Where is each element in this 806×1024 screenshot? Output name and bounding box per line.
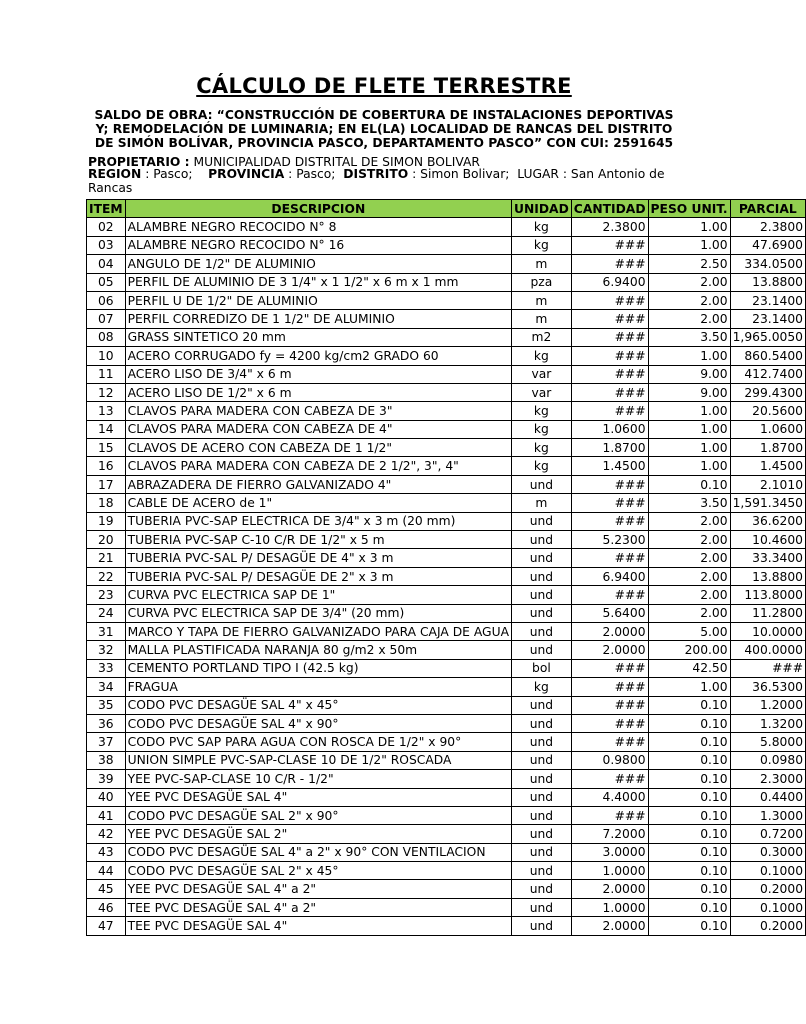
unit-weight-cell: 2.00 [648,586,730,604]
item-cell: 46 [87,898,126,916]
quantity-cell: ### [571,696,648,714]
description-cell: TUBERIA PVC-SAP ELECTRICA DE 3/4" x 3 m (20 mm) [125,512,511,530]
page-title: CÁLCULO DE FLETE TERRESTRE [196,74,572,98]
unit-weight-cell: 0.10 [648,862,730,880]
unit-weight-cell: 0.10 [648,714,730,732]
quantity-cell: 3.0000 [571,843,648,861]
partial-cell: 1,591.3450 [730,494,805,512]
table-row [87,549,806,567]
partial-cell: 1.3200 [730,714,805,732]
item-cell: 47 [87,917,126,935]
description-cell: CODO PVC DESAGÜE SAL 4" x 45° [125,696,511,714]
description-cell: YEE PVC DESAGÜE SAL 2" [125,825,511,843]
quantity-cell: 2.0000 [571,880,648,898]
table-row [87,641,806,659]
unit-weight-cell: 0.10 [648,898,730,916]
item-cell: 12 [87,383,126,401]
description-cell: ALAMBRE NEGRO RECOCIDO N° 8 [125,218,511,236]
quantity-cell: ### [571,365,648,383]
unit-cell: und [512,862,572,880]
quantity-cell: 6.9400 [571,567,648,585]
item-cell: 14 [87,420,126,438]
quantity-cell: ### [571,806,648,824]
description-cell: CODO PVC DESAGÜE SAL 2" x 45° [125,862,511,880]
description-cell: TEE PVC DESAGÜE SAL 4" [125,917,511,935]
unit-cell: und [512,898,572,916]
unit-weight-cell: 0.10 [648,825,730,843]
unit-weight-cell: 2.50 [648,255,730,273]
item-cell: 05 [87,273,126,291]
quantity-cell: 5.6400 [571,604,648,622]
table-row [87,383,806,401]
table-row [87,696,806,714]
quantity-cell: ### [571,659,648,677]
item-cell: 07 [87,310,126,328]
item-cell: 10 [87,347,126,365]
unit-weight-cell: 0.10 [648,806,730,824]
item-cell: 35 [87,696,126,714]
unit-cell: und [512,770,572,788]
item-cell: 34 [87,678,126,696]
table-row [87,475,806,493]
table-row [87,586,806,604]
item-cell: 37 [87,733,126,751]
partial-cell: 0.4400 [730,788,805,806]
district-value: : Simon Bolivar; [408,167,510,181]
partial-cell: 334.0500 [730,255,805,273]
table-row [87,898,806,916]
unit-cell: und [512,604,572,622]
quantity-cell: 2.0000 [571,622,648,640]
description-cell: TUBERIA PVC-SAP C-10 C/R DE 1/2" x 5 m [125,531,511,549]
unit-weight-cell: 1.00 [648,347,730,365]
partial-cell: 299.4300 [730,383,805,401]
description-cell: TEE PVC DESAGÜE SAL 4" a 2" [125,898,511,916]
description-cell: ANGULO DE 1/2" DE ALUMINIO [125,255,511,273]
unit-cell: bol [512,659,572,677]
partial-cell: ### [730,659,805,677]
col-header-description: DESCRIPCION [125,200,511,218]
partial-cell: 0.3000 [730,843,805,861]
table-row [87,457,806,475]
item-cell: 43 [87,843,126,861]
unit-weight-cell: 1.00 [648,402,730,420]
quantity-cell: ### [571,383,648,401]
description-cell: UNION SIMPLE PVC-SAP-CLASE 10 DE 1/2" ROSCADA [125,751,511,769]
unit-weight-cell: 2.00 [648,291,730,309]
unit-cell: und [512,806,572,824]
unit-cell: und [512,567,572,585]
quantity-cell: ### [571,733,648,751]
table-header-row [87,200,806,218]
table-row [87,291,806,309]
freight-table [86,199,806,936]
description-cell: CLAVOS PARA MADERA CON CABEZA DE 4" [125,420,511,438]
table-row [87,678,806,696]
description-cell: CODO PVC SAP PARA AGUA CON ROSCA DE 1/2" x 90° [125,733,511,751]
partial-cell: 0.2000 [730,917,805,935]
description-cell: PERFIL U DE 1/2" DE ALUMINIO [125,291,511,309]
item-cell: 08 [87,328,126,346]
unit-weight-cell: 0.10 [648,788,730,806]
table-row [87,531,806,549]
col-header-unit: UNIDAD [512,200,572,218]
unit-weight-cell: 0.10 [648,733,730,751]
quantity-cell: 1.8700 [571,439,648,457]
partial-cell: 412.7400 [730,365,805,383]
quantity-cell: 7.2000 [571,825,648,843]
item-cell: 36 [87,714,126,732]
item-cell: 41 [87,806,126,824]
partial-cell: 2.3800 [730,218,805,236]
quantity-cell: ### [571,512,648,530]
unit-weight-cell: 0.10 [648,696,730,714]
table-row [87,659,806,677]
col-header-unit-weight: PESO UNIT. [648,200,730,218]
table-row [87,862,806,880]
unit-weight-cell: 3.50 [648,494,730,512]
unit-cell: m [512,255,572,273]
item-cell: 32 [87,641,126,659]
unit-weight-cell: 0.10 [648,475,730,493]
description-cell: CODO PVC DESAGÜE SAL 4" x 90° [125,714,511,732]
partial-cell: 1,965.0050 [730,328,805,346]
project-subtitle: SALDO DE OBRA: “CONSTRUCCIÓN DE COBERTURA DE INSTALACIONES DEPORTIVAS Y; REMODELACIÓN DE LUMINARIA; EN EL(LA) LOCALIDAD DE RANCAS DEL DISTRITO DE SIMÓN BOLÍVAR, PROVINCIA PASCO, DEPARTAMENTO PASCO” CON CUI: 2591645 [94,108,674,150]
unit-cell: pza [512,273,572,291]
region-value: : Pasco; [141,167,193,181]
unit-weight-cell: 2.00 [648,604,730,622]
quantity-cell: ### [571,402,648,420]
province-value: : Pasco; [284,167,336,181]
item-cell: 20 [87,531,126,549]
description-cell: MALLA PLASTIFICADA NARANJA 80 g/m2 x 50m [125,641,511,659]
item-cell: 15 [87,439,126,457]
description-cell: CURVA PVC ELECTRICA SAP DE 3/4" (20 mm) [125,604,511,622]
unit-weight-cell: 0.10 [648,880,730,898]
unit-cell: und [512,641,572,659]
unit-cell: und [512,549,572,567]
description-cell: YEE PVC DESAGÜE SAL 4" [125,788,511,806]
item-cell: 18 [87,494,126,512]
item-cell: 02 [87,218,126,236]
unit-cell: kg [512,439,572,457]
owner-label: PROPIETARIO : [88,155,190,169]
quantity-cell: 5.2300 [571,531,648,549]
description-cell: ALAMBRE NEGRO RECOCIDO N° 16 [125,236,511,254]
description-cell: PERFIL CORREDIZO DE 1 1/2" DE ALUMINIO [125,310,511,328]
table-row [87,843,806,861]
partial-cell: 10.0000 [730,622,805,640]
quantity-cell: 2.0000 [571,641,648,659]
item-cell: 33 [87,659,126,677]
unit-weight-cell: 9.00 [648,365,730,383]
partial-cell: 400.0000 [730,641,805,659]
unit-weight-cell: 200.00 [648,641,730,659]
unit-weight-cell: 2.00 [648,531,730,549]
quantity-cell: ### [571,236,648,254]
unit-weight-cell: 2.00 [648,310,730,328]
partial-cell: 0.2000 [730,880,805,898]
partial-cell: 2.3000 [730,770,805,788]
description-cell: CLAVOS PARA MADERA CON CABEZA DE 2 1/2", 3", 4" [125,457,511,475]
description-cell: ACERO LISO DE 3/4" x 6 m [125,365,511,383]
table-row [87,751,806,769]
unit-weight-cell: 5.00 [648,622,730,640]
table-row [87,273,806,291]
partial-cell: 1.4500 [730,457,805,475]
unit-cell: kg [512,402,572,420]
item-cell: 03 [87,236,126,254]
unit-cell: und [512,531,572,549]
item-cell: 38 [87,751,126,769]
unit-weight-cell: 1.00 [648,218,730,236]
partial-cell: 1.0600 [730,420,805,438]
item-cell: 42 [87,825,126,843]
partial-cell: 1.2000 [730,696,805,714]
item-cell: 17 [87,475,126,493]
partial-cell: 20.5600 [730,402,805,420]
description-cell: MARCO Y TAPA DE FIERRO GALVANIZADO PARA CAJA DE AGUA [125,622,511,640]
unit-weight-cell: 2.00 [648,512,730,530]
col-header-quantity: CANTIDAD [571,200,648,218]
item-cell: 45 [87,880,126,898]
unit-cell: und [512,751,572,769]
table-row [87,880,806,898]
description-cell: CABLE DE ACERO de 1" [125,494,511,512]
table-row [87,622,806,640]
table-row [87,218,806,236]
quantity-cell: ### [571,328,648,346]
partial-cell: 13.8800 [730,273,805,291]
unit-cell: und [512,714,572,732]
table-row [87,439,806,457]
unit-cell: und [512,733,572,751]
description-cell: CURVA PVC ELECTRICA SAP DE 1" [125,586,511,604]
quantity-cell: ### [571,291,648,309]
description-cell: CODO PVC DESAGÜE SAL 2" x 90° [125,806,511,824]
partial-cell: 1.3000 [730,806,805,824]
unit-cell: und [512,880,572,898]
partial-cell: 23.1400 [730,291,805,309]
unit-weight-cell: 2.00 [648,273,730,291]
unit-cell: und [512,843,572,861]
item-cell: 44 [87,862,126,880]
partial-cell: 47.6900 [730,236,805,254]
partial-cell: 36.6200 [730,512,805,530]
owner-value: MUNICIPALIDAD DISTRITAL DE SIMON BOLIVAR [189,155,480,169]
table-row [87,917,806,935]
unit-cell: und [512,696,572,714]
district-label: DISTRITO [343,167,409,181]
unit-cell: kg [512,236,572,254]
table-body [87,218,806,935]
table-row [87,310,806,328]
place-value: LUGAR : San Antonio de Rancas [88,167,665,195]
unit-weight-cell: 9.00 [648,383,730,401]
description-cell: CEMENTO PORTLAND TIPO I (42.5 kg) [125,659,511,677]
table-row [87,788,806,806]
quantity-cell: 1.0000 [571,898,648,916]
unit-cell: kg [512,218,572,236]
col-header-partial: PARCIAL [730,200,805,218]
unit-cell: und [512,788,572,806]
description-cell: CODO PVC DESAGÜE SAL 4" a 2" x 90° CON VENTILACION [125,843,511,861]
table-row [87,604,806,622]
partial-cell: 0.1000 [730,898,805,916]
table-row [87,733,806,751]
partial-cell: 23.1400 [730,310,805,328]
item-cell: 23 [87,586,126,604]
col-header-item: ITEM [87,200,126,218]
quantity-cell: 1.4500 [571,457,648,475]
table-row [87,402,806,420]
description-cell: ACERO CORRUGADO fy = 4200 kg/cm2 GRADO 60 [125,347,511,365]
quantity-cell: 0.9800 [571,751,648,769]
unit-weight-cell: 0.10 [648,770,730,788]
unit-weight-cell: 0.10 [648,751,730,769]
description-cell: CLAVOS DE ACERO CON CABEZA DE 1 1/2" [125,439,511,457]
table-row [87,825,806,843]
unit-cell: kg [512,678,572,696]
item-cell: 16 [87,457,126,475]
partial-cell: 0.1000 [730,862,805,880]
province-label: PROVINCIA [208,167,285,181]
table-row [87,714,806,732]
unit-weight-cell: 1.00 [648,420,730,438]
table-row [87,365,806,383]
item-cell: 31 [87,622,126,640]
description-cell: YEE PVC DESAGÜE SAL 4" a 2" [125,880,511,898]
unit-cell: und [512,825,572,843]
table-row [87,512,806,530]
table-row [87,494,806,512]
partial-cell: 860.5400 [730,347,805,365]
partial-cell: 33.3400 [730,549,805,567]
unit-weight-cell: 1.00 [648,236,730,254]
location-line [88,168,688,195]
partial-cell: 36.5300 [730,678,805,696]
unit-weight-cell: 1.00 [648,439,730,457]
region-label: REGION [88,167,142,181]
partial-cell: 113.8000 [730,586,805,604]
description-cell: GRASS SINTETICO 20 mm [125,328,511,346]
unit-weight-cell: 1.00 [648,678,730,696]
table-row [87,236,806,254]
partial-cell: 10.4600 [730,531,805,549]
unit-cell: und [512,917,572,935]
unit-cell: und [512,586,572,604]
unit-cell: und [512,622,572,640]
unit-cell: var [512,365,572,383]
quantity-cell: ### [571,714,648,732]
quantity-cell: 2.0000 [571,917,648,935]
unit-cell: und [512,512,572,530]
description-cell: PERFIL DE ALUMINIO DE 3 1/4" x 1 1/2" x 6 m x 1 mm [125,273,511,291]
item-cell: 21 [87,549,126,567]
partial-cell: 5.8000 [730,733,805,751]
unit-cell: m [512,494,572,512]
unit-cell: var [512,383,572,401]
unit-weight-cell: 2.00 [648,567,730,585]
item-cell: 22 [87,567,126,585]
item-cell: 40 [87,788,126,806]
quantity-cell: ### [571,586,648,604]
partial-cell: 13.8800 [730,567,805,585]
table-row [87,806,806,824]
table-row [87,347,806,365]
unit-weight-cell: 0.10 [648,917,730,935]
unit-cell: kg [512,420,572,438]
partial-cell: 1.8700 [730,439,805,457]
unit-cell: m2 [512,328,572,346]
quantity-cell: 6.9400 [571,273,648,291]
quantity-cell: ### [571,678,648,696]
quantity-cell: 4.4000 [571,788,648,806]
partial-cell: 0.7200 [730,825,805,843]
unit-weight-cell: 3.50 [648,328,730,346]
description-cell: TUBERIA PVC-SAL P/ DESAGÜE DE 2" x 3 m [125,567,511,585]
unit-weight-cell: 0.10 [648,843,730,861]
quantity-cell: 1.0000 [571,862,648,880]
description-cell: TUBERIA PVC-SAL P/ DESAGÜE DE 4" x 3 m [125,549,511,567]
item-cell: 39 [87,770,126,788]
item-cell: 13 [87,402,126,420]
table-row [87,328,806,346]
quantity-cell: ### [571,347,648,365]
item-cell: 06 [87,291,126,309]
quantity-cell: 1.0600 [571,420,648,438]
quantity-cell: ### [571,310,648,328]
description-cell: ABRAZADERA DE FIERRO GALVANIZADO 4" [125,475,511,493]
unit-cell: kg [512,457,572,475]
unit-cell: und [512,475,572,493]
table-row [87,567,806,585]
description-cell: YEE PVC-SAP-CLASE 10 C/R - 1/2" [125,770,511,788]
unit-cell: m [512,310,572,328]
unit-weight-cell: 1.00 [648,457,730,475]
unit-cell: m [512,291,572,309]
quantity-cell: ### [571,494,648,512]
unit-cell: kg [512,347,572,365]
quantity-cell: 2.3800 [571,218,648,236]
table-row [87,420,806,438]
description-cell: ACERO LISO DE 1/2" x 6 m [125,383,511,401]
item-cell: 04 [87,255,126,273]
item-cell: 24 [87,604,126,622]
description-cell: CLAVOS PARA MADERA CON CABEZA DE 3" [125,402,511,420]
quantity-cell: ### [571,475,648,493]
quantity-cell: ### [571,549,648,567]
unit-weight-cell: 42.50 [648,659,730,677]
quantity-cell: ### [571,770,648,788]
unit-weight-cell: 2.00 [648,549,730,567]
table-row [87,770,806,788]
partial-cell: 2.1010 [730,475,805,493]
item-cell: 11 [87,365,126,383]
quantity-cell: ### [571,255,648,273]
description-cell: FRAGUA [125,678,511,696]
item-cell: 19 [87,512,126,530]
partial-cell: 0.0980 [730,751,805,769]
partial-cell: 11.2800 [730,604,805,622]
table-row [87,255,806,273]
